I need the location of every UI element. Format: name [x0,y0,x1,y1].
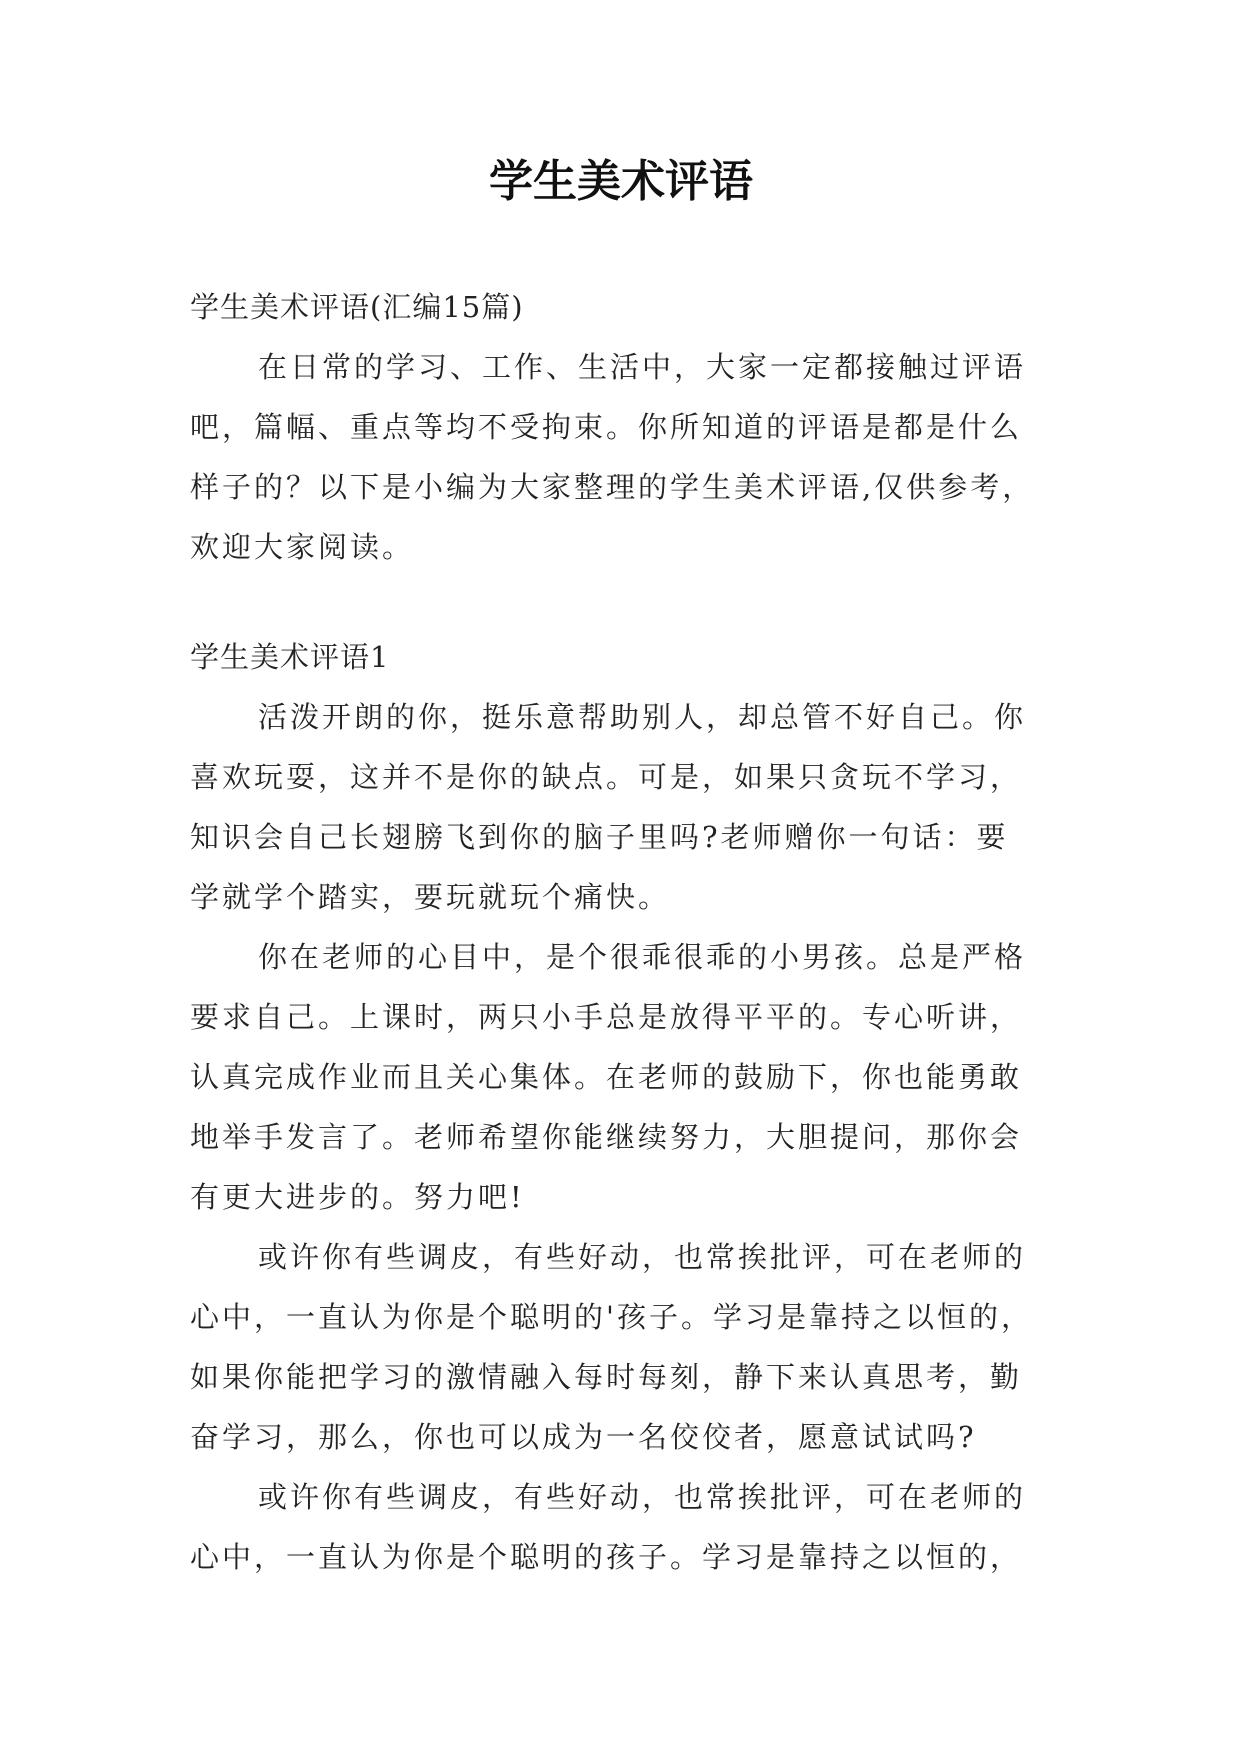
comment-paragraph [190,927,1052,1227]
paragraph-line: 你在老师的心目中，是个很乖很乖的小男孩。总是严格 [258,940,1027,974]
paragraph-line: 活泼开朗的你，挺乐意帮助别人，却总管不好自己。你 [258,700,1027,734]
section-heading: 学生美术评语1 [190,640,390,674]
paragraph-line: 有更大进步的。努力吧! [190,1180,525,1214]
paragraph-line: 样子的？以下是小编为大家整理的学生美术评语,仅供参考， [190,470,1035,504]
document-title: 学生美术评语 [489,156,753,207]
paragraph-line: 如果你能把学习的激情融入每时每刻，静下来认真思考，勤 [190,1360,1023,1394]
paragraph-line: 认真完成作业而且关心集体。在老师的鼓励下，你也能勇敢 [190,1060,1023,1094]
paragraph-line: 吧，篇幅、重点等均不受拘束。你所知道的评语是都是什么 [190,410,1023,444]
paragraph-line: 欢迎大家阅读。 [190,530,415,564]
paragraph-line: 在日常的学习、工作、生活中，大家一定都接触过评语 [258,350,1027,384]
paragraph-line: 或许你有些调皮，有些好动，也常挨批评，可在老师的 [258,1480,1027,1514]
document-body [190,277,1052,1587]
intro-paragraph [190,337,1052,577]
paragraph-line: 学就学个踏实，要玩就玩个痛快。 [190,880,671,914]
paragraph-line: 心中，一直认为你是个聪明的孩子。学习是靠持之以恒的， [190,1540,1023,1574]
comment-paragraph [190,687,1052,927]
paragraph-line: 心中，一直认为你是个聪明的'孩子。学习是靠持之以恒的， [190,1300,1033,1334]
paragraph-line: 奋学习，那么，你也可以成为一名佼佼者，愿意试试吗? [190,1420,977,1454]
section-gap [190,577,1052,627]
paragraph-line: 要求自己。上课时，两只小手总是放得平平的。专心听讲， [190,1000,1023,1034]
paragraph-line: 地举手发言了。老师希望你能继续努力，大胆提问，那你会 [190,1120,1023,1154]
paragraph-line: 喜欢玩耍，这并不是你的缺点。可是，如果只贪玩不学习， [190,760,1023,794]
comment-paragraph [190,1227,1052,1467]
collection-subtitle: 学生美术评语(汇编15篇) [190,290,524,324]
paragraph-line: 知识会自己长翅膀飞到你的脑子里吗?老师赠你一句话：要 [190,820,1009,854]
paragraph-line: 或许你有些调皮，有些好动，也常挨批评，可在老师的 [258,1240,1027,1274]
comment-paragraph [190,1467,1052,1587]
